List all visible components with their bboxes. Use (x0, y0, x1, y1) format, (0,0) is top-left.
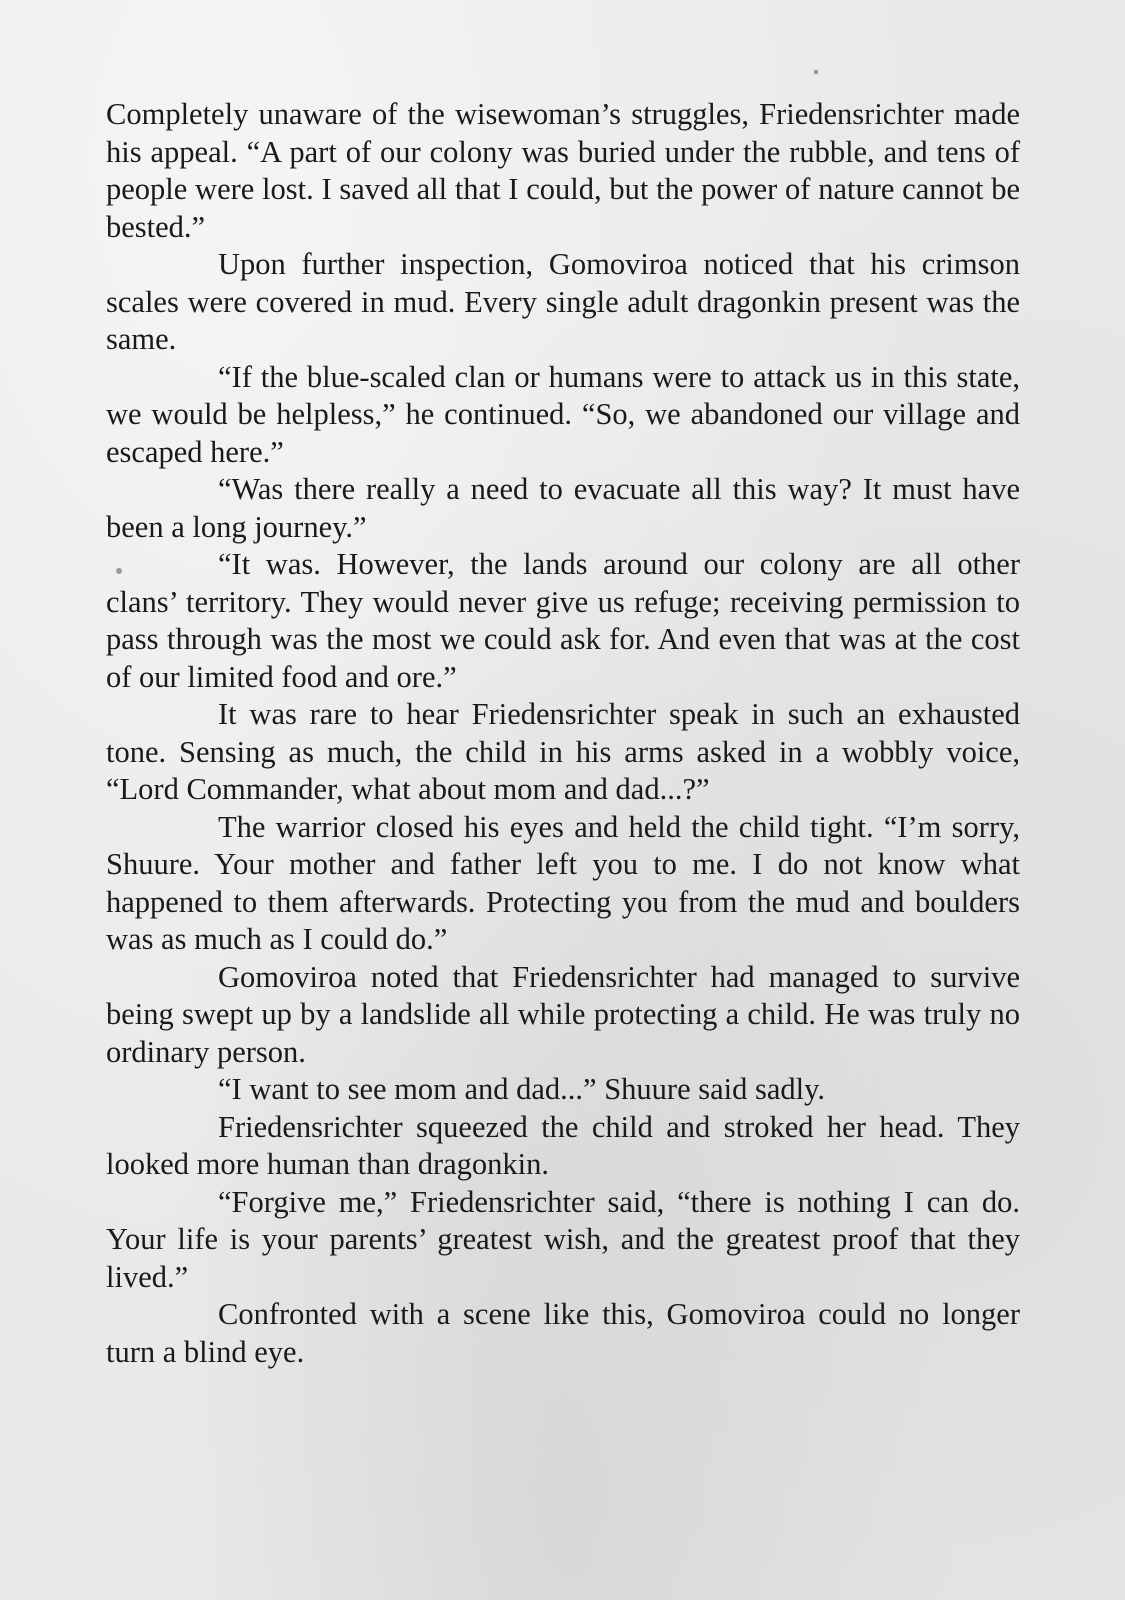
paragraph: Confronted with a scene like this, Gomoviroa could no longer turn a blind eye. (106, 1297, 1020, 1369)
paragraph: It was rare to hear Friedensrichter speak in such an exhausted tone. Sensing as much, the child in his arms asked in a wobbly voice, “Lord Commander, what about mom and dad...?” (106, 697, 1020, 806)
paragraph: “It was. However, the lands around our colony are all other clans’ territory. They would never give us refuge; receiving permission to pass through was the most we could ask for. And even that was at the cost of our limited food and ore.” (106, 547, 1020, 694)
paragraph: Friedensrichter squeezed the child and stroked her head. They looked more human than dragonkin. (106, 1109, 1020, 1181)
paragraph: “Forgive me,” Friedensrichter said, “there is nothing I can do. Your life is your parents’ greatest wish, and the greatest proof that they lived.” (106, 1184, 1020, 1294)
page-body-text (106, 96, 1020, 1371)
paragraph: “If the blue-scaled clan or humans were to attack us in this state, we would be helpless,” he continued. “So, we abandoned our village and escaped here.” (106, 359, 1020, 469)
paragraph: The warrior closed his eyes and held the child tight. “I’m sorry, Shuure. Your mother and father left you to me. I do not know what happened to them afterwards. Protecting you from the mud and boulders was as much as I could do.” (106, 809, 1020, 956)
paragraph: Gomoviroa noted that Friedensrichter had managed to survive being swept up by a landslide all while protecting a child. He was truly no ordinary person. (106, 959, 1020, 1069)
paragraph: Upon further inspection, Gomoviroa noticed that his crimson scales were covered in mud. Every single adult dragonkin present was the same. (106, 247, 1020, 356)
paragraph: Completely unaware of the wisewoman’s struggles, Friedensrichter made his appeal. “A part of our colony was buried under the rubble, and tens of people were lost. I saved all that I could, but the power of nature cannot be bested.” (106, 97, 1020, 244)
paragraph: “I want to see mom and dad...” Shuure said sadly. (218, 1072, 826, 1106)
paragraph: “Was there really a need to evacuate all this way? It must have been a long journey.” (106, 472, 1020, 544)
paper-speck (814, 70, 818, 74)
